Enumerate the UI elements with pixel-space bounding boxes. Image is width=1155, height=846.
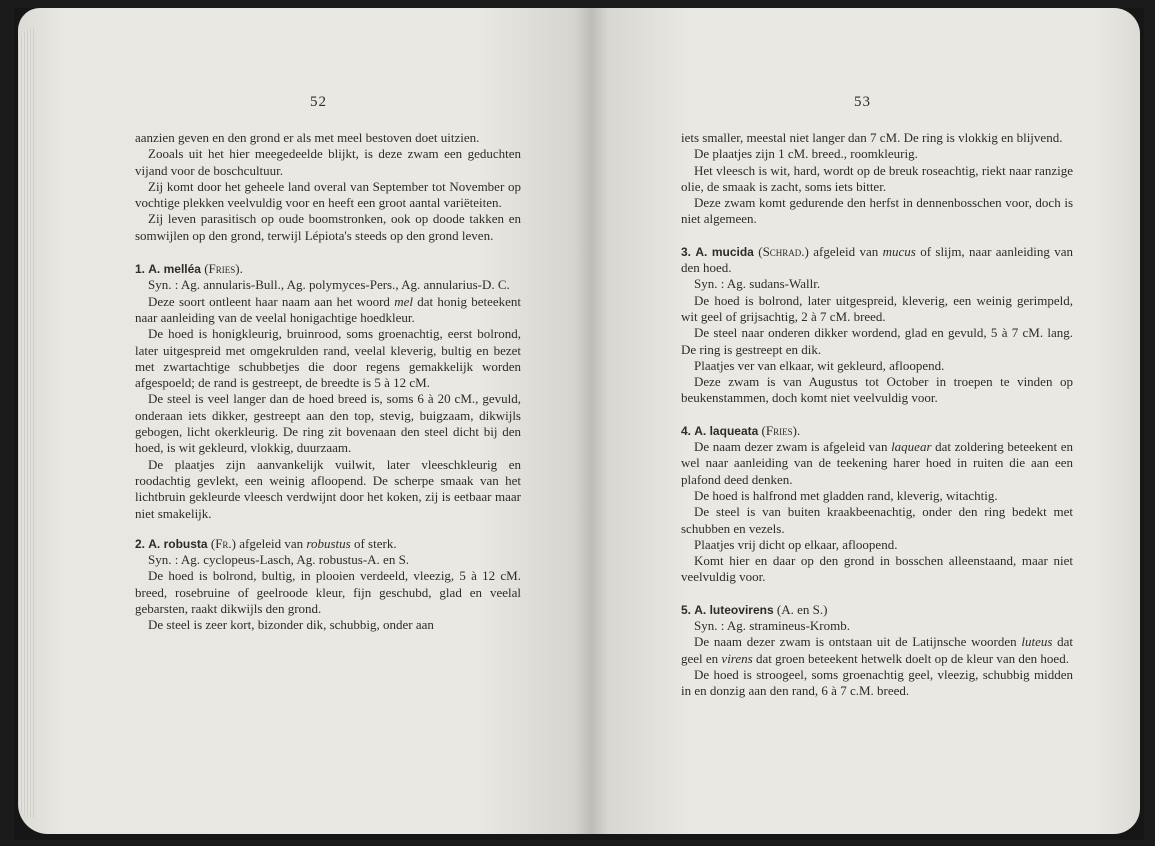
species-heading: 3. A. mucida (Schrad.) afgeleid van mucus of slijm, naar aanleiding van den hoed. (681, 243, 1074, 276)
paragraph: Zij leven parasitisch op oude boomstronken, ook op doode takken en somwijlen op den grond, terwijl Lépiota's steeds op den grond leven. (135, 211, 521, 243)
paragraph: Komt hier en daar op den grond in bosschen alleenstaand, maar niet veelvuldig voor. (681, 553, 1073, 585)
page-edges (18, 28, 34, 818)
paragraph: iets smaller, meestal niet langer dan 7 cM. De ring is vlokkig en blijvend. (681, 130, 1063, 145)
etymology-word: robustus (306, 535, 351, 551)
species-author: (Schrad.) (758, 243, 809, 259)
etymology-word: laquear (891, 439, 932, 455)
paragraph: De hoed is bolrond, bultig, in plooien verdeeld, vleezig, 5 à 12 cM. breed, rosebruine of geelroode kleur, fijn geschubd, glad en veelal gebarsten, raakt dikwijls den grond. (135, 568, 521, 617)
paragraph: De hoed is stroogeel, soms groenachtig geel, vleezig, schubbig midden in en donzig aan den rand, 6 à 7 c.M. breed. (681, 666, 1073, 699)
etymology: De naam dezer zwam is afgeleid van laquear dat zoldering beteekent en wel naar aanleiding van de teekening harer hoed in ruiten die aan een plafond deed denken. (681, 439, 1073, 487)
synonyms: Syn. : Ag. sudans-Wallr. (694, 276, 821, 292)
etymology-word: virens (721, 650, 753, 666)
etymology-word: mel (394, 293, 413, 309)
etymology: De naam dezer zwam is ontstaan uit de Latijnsche woorden luteus dat geel en virens dat groen beteekent hetwelk doelt op de kleur van den hoed. (681, 634, 1074, 666)
species-heading (681, 602, 1073, 618)
paragraph: Deze zwam is van Augustus tot October in troepen te vinden op beukenstammen, doch komt niet veelvuldig voor. (681, 374, 1073, 406)
paragraph: De hoed is bolrond, later uitgespreid, kleverig, een weinig gerimpeld, wit geel of grijsachtig, 2 à 7 cM. breed. (681, 292, 1073, 324)
paragraph: De steel is van buiten kraakbeenachtig, onder den ring bedekt met schubben en vezels. (681, 504, 1073, 536)
species-number: 2. (135, 536, 146, 551)
synonyms: Syn. : Ag. stramineus-Kromb. (694, 618, 850, 634)
species-name: A. robusta (148, 536, 208, 551)
left-page (18, 8, 592, 834)
paragraph: Het vleesch is wit, hard, wordt op de breuk roseachtig, riekt naar ranzige olie, de smaak is zacht, soms iets bitter. (681, 162, 1073, 194)
paragraph: Zooals uit het hier meegedeelde blijkt, is deze zwam een geduchten vijand voor de boschcultuur. (135, 146, 521, 178)
species-name: A. melléa (148, 262, 201, 277)
paragraph: De plaatjes zijn aanvankelijk vuilwit, later vleeschkleurig en roodachtig gevlekt, een weinig afloopend. De scherpe smaak van het lichtbruin gekleurde vleesch verdwijnt door het koken, zij is eetbaar maar niet smakelijk. (135, 456, 521, 521)
paragraph: De steel naar onderen dikker wordend, glad en gevuld, 5 à 7 cM. lang. De ring is gestreept en dik. (681, 325, 1073, 357)
species-number: 5. (681, 602, 692, 617)
species-name: A. mucida (695, 244, 754, 259)
species-number: 3. (681, 244, 692, 259)
paragraph: De steel is veel langer dan de hoed breed is, soms 6 à 20 cM., gevuld, onderaan iets dikker, gestreept aan den top, stevig, buigzaam, dikwijls gebogen, licht okerkleurig. De ring zit bovenaan den steel dicht bij den hoed, is wit gekleurd, vlokkig, duurzaam. (135, 391, 521, 456)
etymology-word: luteus (1021, 634, 1053, 650)
species-heading (681, 423, 1073, 439)
species-heading: 2. A. robusta (Fr.) afgeleid van robustus of sterk. (135, 535, 397, 551)
species-author: (Fr.) (210, 535, 237, 551)
paragraph: Plaatjes ver van elkaar, wit gekleurd, afloopend. (694, 357, 945, 373)
species-name: A. laqueata (694, 423, 759, 438)
synonyms: Syn. : Ag. cyclopeus-Lasch, Ag. robustus-A. en S. (148, 552, 410, 568)
species-name: A. luteovirens (694, 602, 774, 617)
paragraph: De hoed is halfrond met gladden rand, kleverig, witachtig. (694, 487, 998, 503)
page-number: 52 (310, 94, 327, 110)
species-author: (A. en S.) (776, 601, 828, 617)
left-page-text (135, 130, 521, 634)
paragraph: Plaatjes vrij dicht op elkaar, afloopend. (694, 536, 898, 552)
page-number: 53 (854, 94, 871, 110)
right-page-text (681, 130, 1073, 700)
paragraph: De plaatjes zijn 1 cM. breed., roomkleurig. (694, 146, 918, 162)
paragraph: aanzien geven en den grond er als met meel bestoven doet uitzien. (135, 130, 480, 145)
paragraph: De steel is zeer kort, bizonder dik, schubbig, onder aan (148, 617, 434, 633)
paragraph: De hoed is honigkleurig, bruinrood, soms groenachtig, eerst bolrond, later uitgespreid met omgekrulden rand, veelal kleverig, bultig en bezet met zwartachtige schubbetjes die door regens gemakkelijk worden afgespoeld; de rand is gestreept, de breedte is 5 à 12 cM. (135, 326, 521, 391)
species-author: (Fries). (204, 261, 243, 277)
species-heading (135, 261, 521, 277)
etymology-word: mucus (882, 243, 916, 259)
species-number: 1. (135, 262, 146, 277)
right-page (592, 8, 1140, 834)
species-author: (Fries). (761, 422, 801, 438)
paragraph: Zij komt door het geheele land overal van September tot November op vochtige plekken veelvuldig voor en heeft een groot aantal variëteiten. (135, 178, 521, 211)
paragraph: Deze zwam komt gedurende den herfst in dennenbosschen voor, doch is niet algemeen. (681, 195, 1073, 227)
synonyms: Syn. : Ag. annularis-Bull., Ag. polymyces-Pers., Ag. annularius-D. C. (148, 277, 510, 293)
species-number: 4. (681, 423, 692, 438)
etymology: Deze soort ontleent haar naam aan het woord mel dat honig beteekent naar aanleiding van de veelal honigachtige hoedkleur. (135, 293, 522, 325)
open-book (14, 8, 1144, 840)
